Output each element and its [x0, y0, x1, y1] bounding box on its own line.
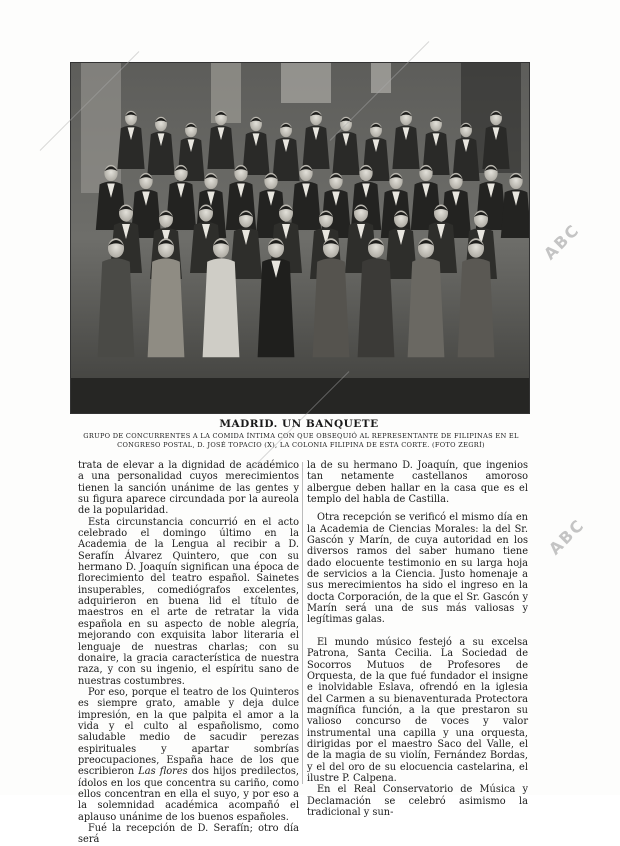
- caption-text: GRUPO DE CONCURRENTES A LA COMIDA ÍNTIMA CON QUE OBSEQUIÓ AL REPRESENTANTE DE FILIPINAS EN EL CONGRESO POSTAL, D. JOSÉ TOPACIO (X), LA COLONIA FILIPINA DE ESTA CORTE. (FOTO ZEGRÍ): [83, 432, 519, 449]
- right-para-2: Otra recepción se verificó el mismo día en la Academia de Ciencias Morales: la del Sr. Gascón y Marín, de cuya autoridad en los diversos ramos del saber humano tiene dado elocuente testimonio en su larga hoja de servicios a la Ciencia. Justo homenaje a sus merecimientos ha sido el ingreso en la docta Corporación, de la que el Sr. Gascón y Marín será una de sus más valiosas y legítimas galas.: [307, 512, 528, 626]
- watermark-abc: ABC: [545, 515, 589, 559]
- column-divider: [302, 462, 303, 784]
- left-para-3-continued: dos hijos predilectos, ídolos en los que concentra su cariño, como ellos concentran en ella el suyo, y por eso a la solemnidad académica acompañó el aplauso unánime de los buenos españoles.: [78, 766, 299, 823]
- left-para-3-text: Por eso, porque el teatro de los Quinteros es siempre grato, amable y deja dulce impresión, en la que palpita el amor a la vida y el culto al españolismo, como saludable medio de sacudir perezas espirituales y apartar sombrías preocupaciones, España hace de los que escribieron: [78, 686, 299, 778]
- play-title-las-flores: Las flores: [138, 766, 188, 778]
- left-para-4: Fué la recepción de D. Serafín; otro día será: [78, 823, 299, 846]
- article-column-left: [78, 460, 299, 846]
- banquet-photo-image: [71, 63, 529, 413]
- article-column-right: [307, 460, 528, 818]
- watermark-abc: ABC: [540, 220, 584, 264]
- left-para-3: [78, 687, 299, 823]
- right-para-4: En el Real Conservatorio de Música y Declamación se celebró asimismo la tradicional y sun-: [307, 784, 528, 818]
- caption-title: MADRID. UN BANQUETE: [219, 418, 379, 430]
- right-para-3: El mundo músico festejó a su excelsa Patrona, Santa Cecilia. La Sociedad de Socorros Mutuos de Profesores de Orquesta, de la que fué fundador el insigne e inolvidable Eslava, ofrendó en la iglesia del Carmen a su bienaventurada Protectora magnífica función, a la que prestaron su valioso concurso de voces y valor instrumental una capilla y una orquesta, dirigidas por el maestro Saco del Valle, el de la magia de su violín, Fernández Bordas, y el del oro de su elocuencia castelarina, el ilustre P. Calpena.: [307, 636, 528, 784]
- left-para-1: trata de elevar a la dignidad de académico a una personalidad cuyos merecimientos tienen la sanción unánime de las gentes y su figura aparece circundada por la aureola de la popularidad.: [78, 460, 299, 517]
- right-para-1: la de su hermano D. Joaquín, que ingenios tan netamente castellanos amoroso albergue deben hallar en la casa que es el templo del habla de Castilla.: [307, 460, 528, 506]
- left-para-2: Esta circunstancia concurrió en el acto celebrado el domingo último en la Academia de la Lengua al recibir a D. Serafín Álvarez Quintero, que con su hermano D. Joaquín significan una época de florecimiento del teatro español. Sainetes insuperables, comediógrafos excelentes, adquirieron en buena lid el título de maestros en el arte de retratar la vida española en su aspecto de noble alegría, mejorando con exquisita labor literaria el lenguaje de nuestras charlas; con su donaire, la gracia característica de nuestra raza, y con su ingenio, el espíritu sano de nuestras costumbres.: [78, 516, 299, 687]
- banquet-photo: [70, 62, 530, 414]
